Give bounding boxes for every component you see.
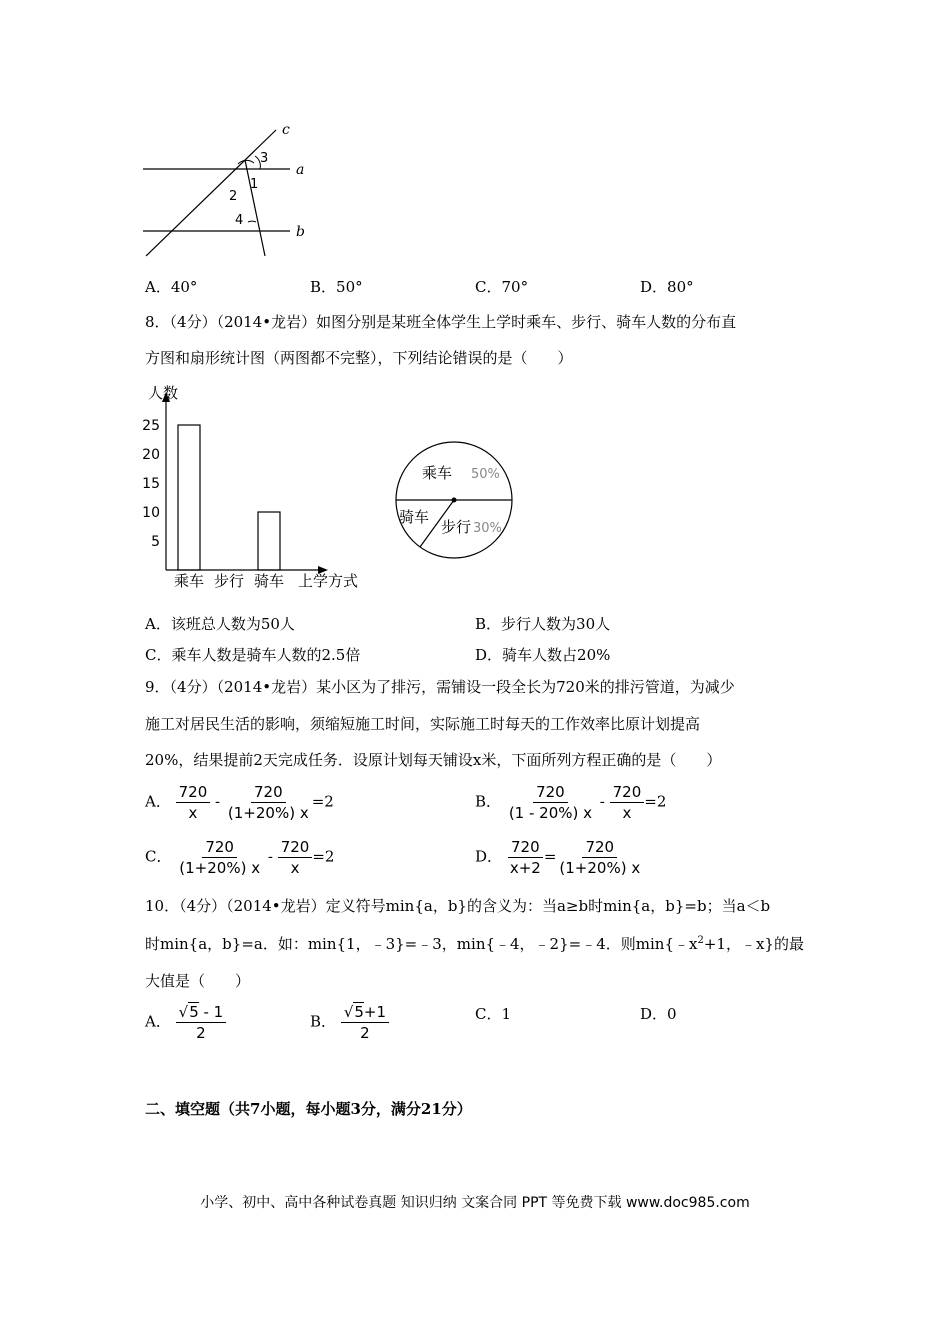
q9-option-d: D． $\frac{720}{x+2}$ = $\frac{720}{(1+20\%) x}$ xyxy=(475,838,643,877)
bar-乘车 xyxy=(178,425,200,570)
pie-label-walk: 步行 xyxy=(441,518,472,536)
x-category-label: 骑车 xyxy=(253,572,285,590)
q7-option-c: C．70° xyxy=(475,278,529,296)
pie-percent-ride: 50% xyxy=(471,467,500,482)
section-heading: 二、填空题（共7小题，每小题3分，满分21分） xyxy=(145,1100,472,1118)
q9-option-c-label: C． xyxy=(145,847,172,866)
fraction: $\frac{720}{(1+20\%) x}$ xyxy=(227,783,309,822)
q9-option-a: A． $\frac{720}{x}$ - $\frac{720}{(1+20\%) x}$ =2 xyxy=(145,783,334,822)
fraction: $\frac{720}{(1 - 20\%) x}$ xyxy=(508,783,592,822)
q7-option-a: A．40° xyxy=(145,278,198,296)
q9-stem-line3: 20%，结果提前2天完成任务．设原计划每天铺设x米，下面所列方程正确的是（ ） xyxy=(145,751,722,769)
angle-2-label: 2 xyxy=(229,189,238,204)
q9-option-b: B． $\frac{720}{(1 - 20\%) x}$ - $\frac{720}{x}$ =2 xyxy=(475,783,667,822)
q8-option-a: A．该班总人数为50人 xyxy=(145,615,295,633)
page-footer: 小学、初中、高中各种试卷真题 知识归纳 文案合同 PPT 等免费下载 www.doc985.com xyxy=(200,1195,750,1211)
pie-percent-walk: 30% xyxy=(473,521,502,536)
fraction: $\frac{720}{x+2}$ xyxy=(509,838,541,877)
y-tick-label: 5 xyxy=(151,534,160,550)
y-axis-label: 人数 xyxy=(148,384,179,402)
q7-option-b: B．50° xyxy=(310,278,363,296)
fraction: $\frac{720}{(1+20\%) x}$ xyxy=(179,838,261,877)
sqrt-symbol: √ xyxy=(178,1003,189,1021)
y-tick-label: 20 xyxy=(142,447,160,463)
pie-label-bike: 骑车 xyxy=(399,508,430,526)
y-tick-label: 10 xyxy=(142,505,160,521)
parallel-lines-figure xyxy=(140,118,320,258)
bar-骑车 xyxy=(258,512,280,570)
fraction: $\frac{√5+1}{2}$ xyxy=(341,1003,389,1042)
line-c-label: c xyxy=(282,122,290,138)
angle-1-label: 1 xyxy=(250,177,259,192)
angle-4-label: 4 xyxy=(235,213,244,228)
fraction: $\frac{720}{x}$ xyxy=(610,783,645,822)
fraction: $\frac{720}{(1+20\%) x}$ xyxy=(559,838,641,877)
x-axis-label: 上学方式 xyxy=(298,572,359,590)
angle-3-label: 3 xyxy=(260,151,269,166)
q9-stem-line1: 9．（4分）（2014•龙岩）某小区为了排污，需铺设一段全长为720米的排污管道，为减少 xyxy=(145,678,735,696)
q8-option-c: C．乘车人数是骑车人数的2.5倍 xyxy=(145,646,361,664)
q10-stem-line3: 大值是（ ） xyxy=(145,972,251,990)
sqrt-symbol: √ xyxy=(343,1003,354,1021)
line-b-label: b xyxy=(296,224,305,240)
q8-option-b: B．步行人数为30人 xyxy=(475,615,611,633)
fraction: $\frac{√5 - 1}{2}$ xyxy=(176,1003,227,1042)
q9-option-b-label: B． xyxy=(475,792,502,811)
q8-stem-line1: 8．（4分）（2014•龙岩）如图分别是某班全体学生上学时乘车、步行、骑车人数的分布直 xyxy=(145,313,737,331)
q8-stem-line2: 方图和扇形统计图（两图都不完整），下列结论错误的是（ ） xyxy=(145,349,573,367)
q10-stem-line2: 时min{a，b}=a．如：min{1，﹣3}=﹣3，min{﹣4，﹣2}=﹣4．则$\min\{﹣x^2+1$，﹣x}的最 xyxy=(145,935,804,953)
x-category-label: 乘车 xyxy=(173,572,205,590)
q9-option-a-label: A． xyxy=(145,792,171,811)
q9-stem-line2: 施工对居民生活的影响，须缩短施工时间，实际施工时每天的工作效率比原计划提高 xyxy=(145,715,701,733)
y-tick-label: 25 xyxy=(142,418,160,434)
pie-label-ride: 乘车 xyxy=(422,464,453,482)
q10-option-d: D．0 xyxy=(640,1005,677,1023)
fraction: $\frac{720}{x}$ xyxy=(176,783,211,822)
q9-option-d-label: D． xyxy=(475,847,503,866)
x-category-label: 步行 xyxy=(213,572,245,590)
q10-option-b: B． $\frac{√5+1}{2}$ xyxy=(310,1003,389,1042)
line-a-label: a xyxy=(296,162,305,178)
y-tick-label: 15 xyxy=(142,476,160,492)
q10-option-c: C．1 xyxy=(475,1005,512,1023)
q9-option-c: C． $\frac{720}{(1+20\%) x}$ - $\frac{720}{x}$ =2 xyxy=(145,838,335,877)
q10-stem-line1: 10．（4分）（2014•龙岩）定义符号min{a，b}的含义为：当a≥b时min{a，b}=b；当a＜b xyxy=(145,897,771,915)
q7-option-d: D．80° xyxy=(640,278,694,296)
pie-chart xyxy=(385,440,525,570)
q8-option-d: D．骑车人数占20% xyxy=(475,646,611,664)
bar-chart xyxy=(140,378,370,593)
q10-option-a: A． $\frac{√5 - 1}{2}$ xyxy=(145,1003,226,1042)
fraction: $\frac{720}{x}$ xyxy=(278,838,313,877)
